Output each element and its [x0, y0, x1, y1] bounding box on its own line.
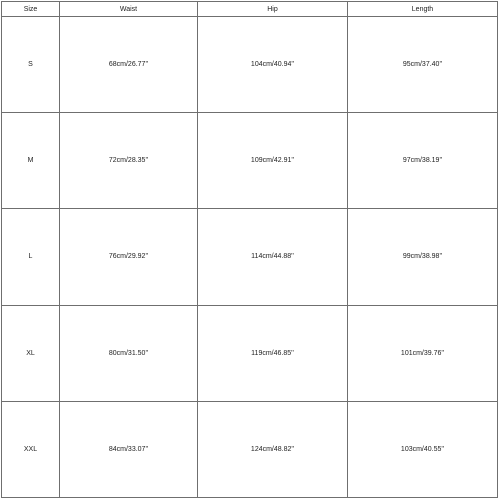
table-row — [2, 209, 498, 305]
size-chart-table — [1, 1, 498, 498]
cell-waist: 76cm/29.92'' — [60, 209, 198, 305]
cell-length: 99cm/38.98'' — [348, 209, 498, 305]
cell-hip: 114cm/44.88'' — [198, 209, 348, 305]
cell-size: S — [2, 17, 60, 113]
table-row — [2, 17, 498, 113]
cell-size: L — [2, 209, 60, 305]
cell-size: XXL — [2, 401, 60, 497]
table-row — [2, 401, 498, 497]
cell-waist: 72cm/28.35'' — [60, 113, 198, 209]
cell-size: XL — [2, 305, 60, 401]
cell-size: M — [2, 113, 60, 209]
header-size: Size — [2, 2, 60, 17]
cell-hip: 109cm/42.91'' — [198, 113, 348, 209]
cell-waist: 68cm/26.77'' — [60, 17, 198, 113]
table-row — [2, 113, 498, 209]
header-hip: Hip — [198, 2, 348, 17]
cell-hip: 124cm/48.82'' — [198, 401, 348, 497]
table-header-row — [2, 2, 498, 17]
cell-waist: 80cm/31.50'' — [60, 305, 198, 401]
header-length: Length — [348, 2, 498, 17]
cell-length: 103cm/40.55'' — [348, 401, 498, 497]
cell-hip: 104cm/40.94'' — [198, 17, 348, 113]
cell-length: 101cm/39.76'' — [348, 305, 498, 401]
cell-waist: 84cm/33.07'' — [60, 401, 198, 497]
cell-hip: 119cm/46.85'' — [198, 305, 348, 401]
table-row — [2, 305, 498, 401]
header-waist: Waist — [60, 2, 198, 17]
cell-length: 95cm/37.40'' — [348, 17, 498, 113]
cell-length: 97cm/38.19'' — [348, 113, 498, 209]
